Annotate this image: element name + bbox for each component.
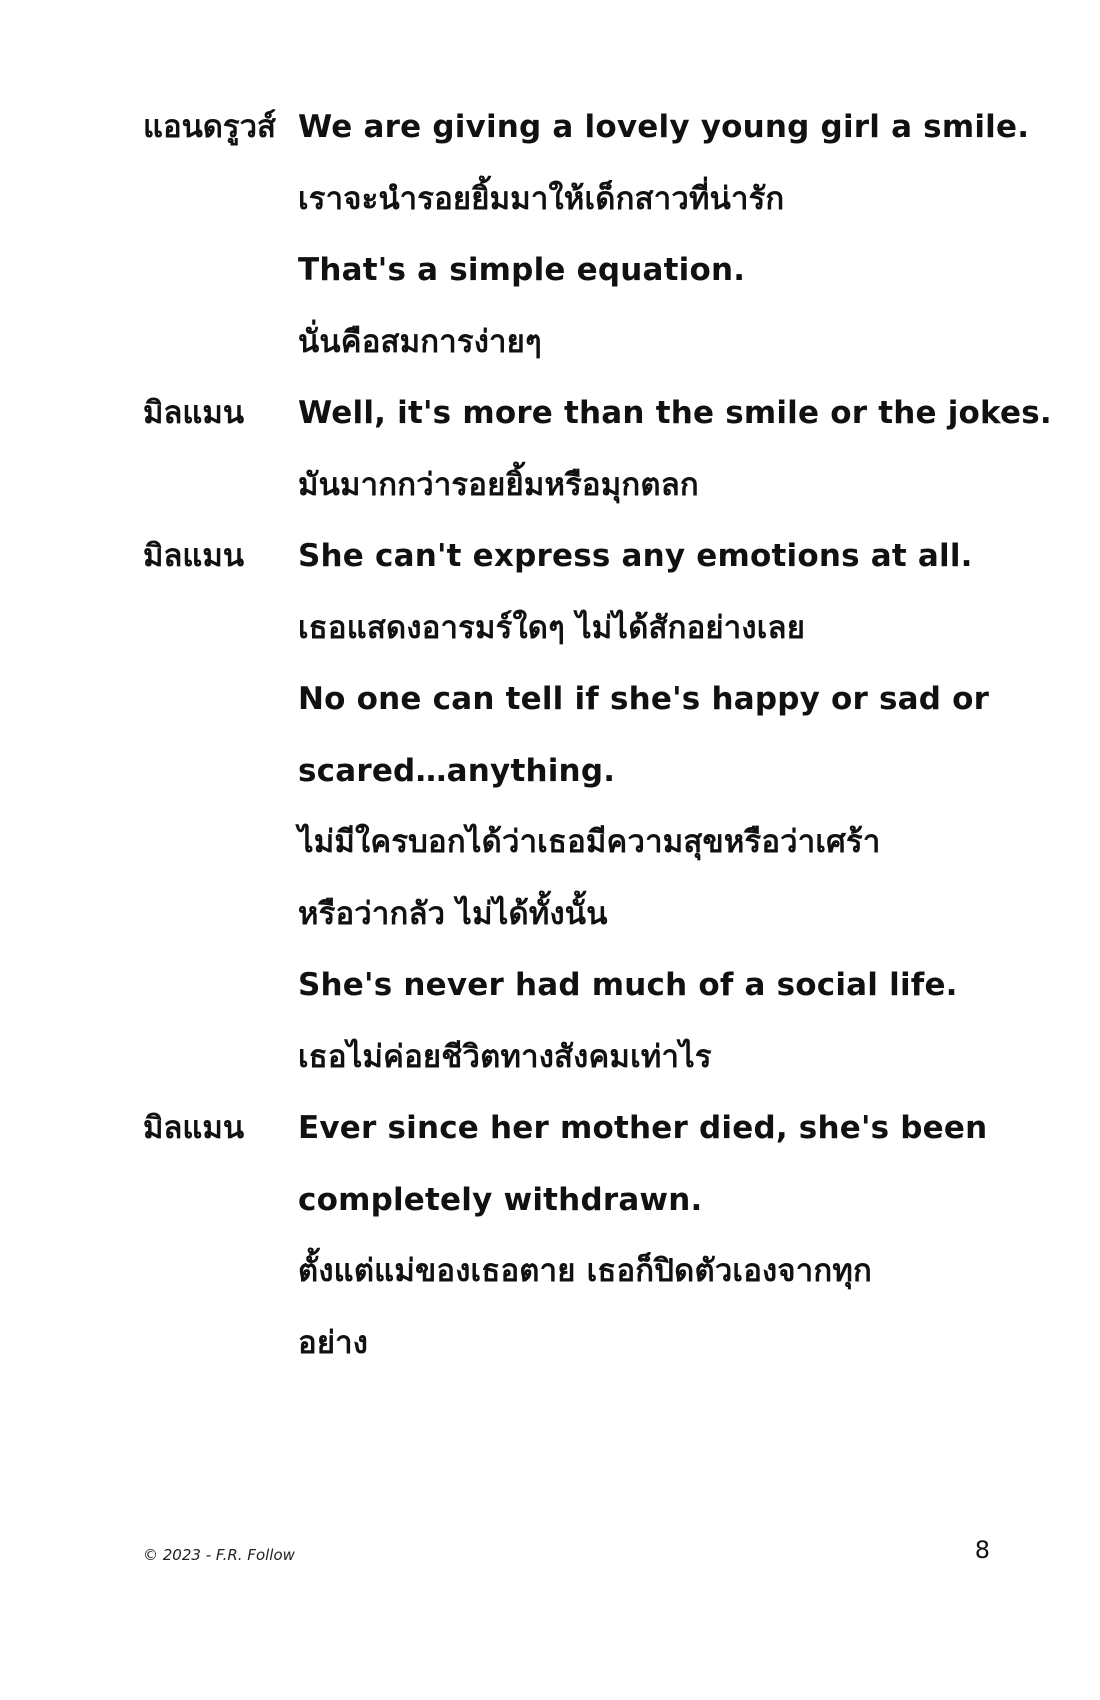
- dialogue-line: เราจะนำรอยยิ้มมาให้เด็กสาวที่น่ารัก: [298, 180, 785, 217]
- dialogue-line: มันมากกว่ารอยยิ้มหรือมุกตลก: [298, 466, 699, 503]
- dialogue-line: หรือว่ากลัว ไม่ได้ทั้งนั้น: [298, 895, 608, 932]
- dialogue-line: เธอไม่ค่อยชีวิตทางสังคมเท่าไร: [298, 1038, 712, 1075]
- dialogue-lines: [298, 521, 989, 1093]
- speaker-name: มิลแมน: [143, 395, 245, 431]
- dialogue-line: No one can tell if she's happy or sad or: [298, 681, 990, 717]
- dialogue-line: นั่นคือสมการง่ายๆ: [298, 323, 542, 360]
- dialogue-line: scared…anything.: [298, 752, 616, 789]
- speaker-name: มิลแมน: [143, 1110, 245, 1146]
- dialogue-line: That's a simple equation.: [298, 252, 746, 288]
- dialogue-section: [143, 92, 1052, 1379]
- copyright-footer: © 2023 - F.R. Follow: [143, 1546, 295, 1564]
- dialogue-line: We are giving a lovely young girl a smile.: [298, 109, 1030, 145]
- dialogue-lines: [298, 378, 1052, 521]
- dialogue-line: Ever since her mother died, she's been: [298, 1110, 988, 1146]
- dialogue-line: อย่าง: [298, 1324, 369, 1361]
- dialogue-line: ตั้งแต่แม่ของเธอตาย เธอก็ปิดตัวเองจากทุก: [298, 1253, 872, 1289]
- dialogue-line: Well, it's more than the smile or the jokes.: [298, 395, 1052, 431]
- dialogue-block: [143, 1093, 988, 1379]
- speaker-name: มิลแมน: [143, 538, 245, 574]
- dialogue-lines: [298, 1093, 987, 1379]
- dialogue-line: She's never had much of a social life.: [298, 967, 958, 1003]
- dialogue-line: She can't express any emotions at all.: [298, 538, 973, 574]
- dialogue-lines: [298, 92, 1029, 378]
- speaker-name: แอนดรูวส์: [143, 109, 276, 145]
- page-number: 8: [974, 1536, 990, 1564]
- dialogue-block: [143, 521, 990, 1093]
- dialogue-line: completely withdrawn.: [298, 1181, 703, 1218]
- dialogue-block: [143, 378, 1052, 521]
- dialogue-line: เธอแสดงอารมร์ใดๆ ไม่ได้สักอย่างเลย: [298, 609, 806, 646]
- dialogue-line: ไม่มีใครบอกได้ว่าเธอมีความสุขหรือว่าเศร้า: [298, 824, 881, 860]
- dialogue-block: [143, 92, 1030, 378]
